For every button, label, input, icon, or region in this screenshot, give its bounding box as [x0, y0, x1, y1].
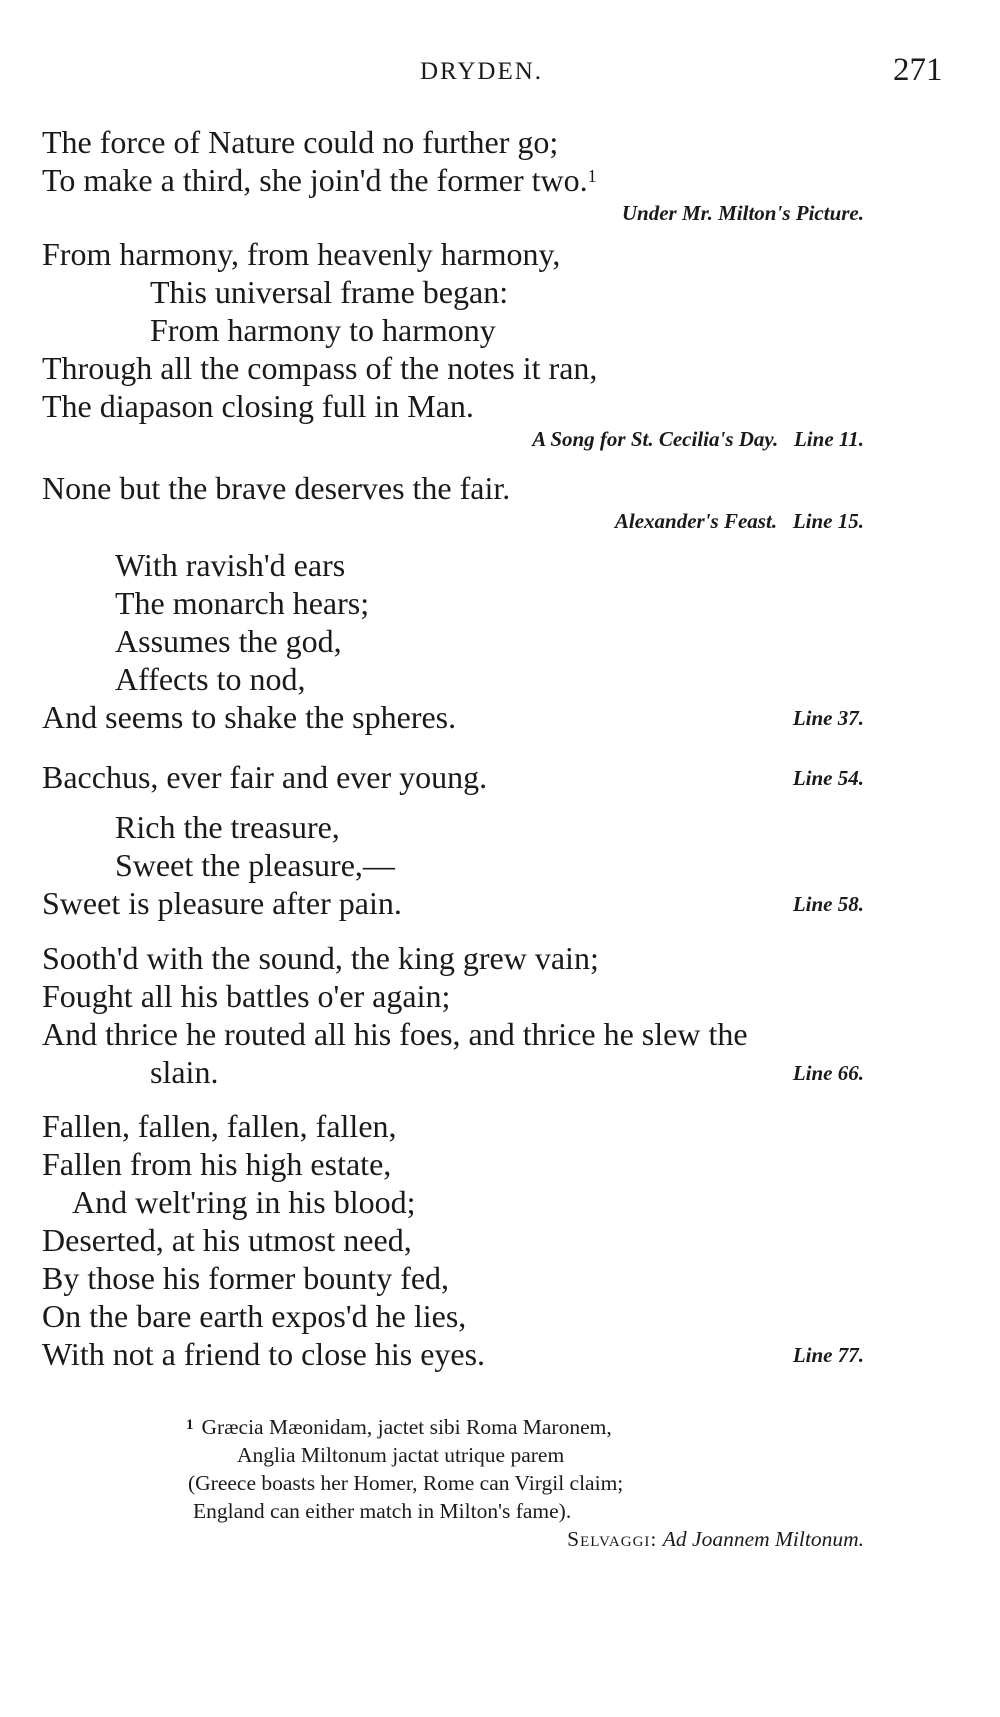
verse-line: Sweet the pleasure,— [115, 847, 395, 883]
citation-line: Line 77. [792, 1343, 864, 1367]
verse-line: And welt'ring in his blood; [72, 1184, 416, 1220]
footnote-attribution [567, 1525, 864, 1553]
verse-line: On the bare earth expos'd he lies, [42, 1298, 467, 1334]
verse-line: From harmony, from heavenly harmony, [42, 236, 561, 272]
verse-line: With ravish'd ears [115, 547, 346, 583]
verse-line: Sweet is pleasure after pain. [42, 885, 402, 921]
verse-line: To make a third, she join'd the former two.$^1$ [42, 162, 597, 198]
verse-line: With not a friend to close his eyes. [42, 1336, 486, 1372]
page-number: 271 [893, 52, 943, 88]
verse-line: And thrice he routed all his foes, and thrice he slew the [42, 1016, 748, 1052]
footnote-work: Ad Joannem Miltonum. [662, 1527, 864, 1551]
verse-line: The force of Nature could no further go; [42, 124, 559, 160]
verse-line: Fallen from his high estate, [42, 1146, 392, 1182]
footnote-line: (Greece boasts her Homer, Rome can Virgil claim; [188, 1471, 624, 1495]
verse-line: This universal frame began: [150, 274, 509, 310]
page-header [0, 52, 1000, 92]
verse-line: Affects to nod, [115, 661, 306, 697]
verse-line: Deserted, at his utmost need, [42, 1222, 412, 1258]
citation-line: Line 11. [793, 427, 864, 451]
verse-line: None but the brave deserves the fair. [42, 470, 511, 506]
citation-line: Line 15. [792, 509, 864, 533]
verse-line: The diapason closing full in Man. [42, 388, 474, 424]
verse-line: Assumes the god, [115, 623, 342, 659]
verse-line: Fought all his battles o'er again; [42, 978, 451, 1014]
verse-line: Through all the compass of the notes it ran, [42, 350, 598, 386]
citation [532, 424, 864, 454]
citation: Under Mr. Milton's Picture. [621, 201, 864, 225]
citation-line: Line 66. [792, 1061, 864, 1085]
verse-line: By those his former bounty fed, [42, 1260, 450, 1296]
footnote-line: $^1$ Græcia Mæonidam, jactet sibi Roma Maronem, [186, 1415, 612, 1439]
citation-work: Alexander's Feast. [614, 509, 778, 533]
running-head: DRYDEN. [420, 58, 544, 85]
verse-line: slain. [150, 1054, 219, 1090]
footnote-author: Selvaggi: [567, 1527, 658, 1551]
verse-line: Sooth'd with the sound, the king grew vain; [42, 940, 599, 976]
footnote-line: England can either match in Milton's fame). [193, 1499, 572, 1523]
citation-line: Line 54. [792, 766, 864, 790]
citation-work: A Song for St. Cecilia's Day. [532, 427, 779, 451]
verse-line: Rich the treasure, [115, 809, 340, 845]
verse-line: And seems to shake the spheres. [42, 699, 457, 735]
verse-line: Bacchus, ever fair and ever young. [42, 759, 488, 795]
footnote-reference: 1 [587, 166, 597, 186]
verse-line: From harmony to harmony [150, 312, 496, 348]
citation [615, 506, 864, 536]
footnote-line: Anglia Miltonum jactat utrique parem [237, 1443, 565, 1467]
verse-line: The monarch hears; [115, 585, 370, 621]
citation-line: Line 58. [792, 892, 864, 916]
citation-line: Line 37. [792, 706, 864, 730]
verse-line: Fallen, fallen, fallen, fallen, [42, 1108, 397, 1144]
footnote-marker: 1 [186, 1417, 194, 1433]
